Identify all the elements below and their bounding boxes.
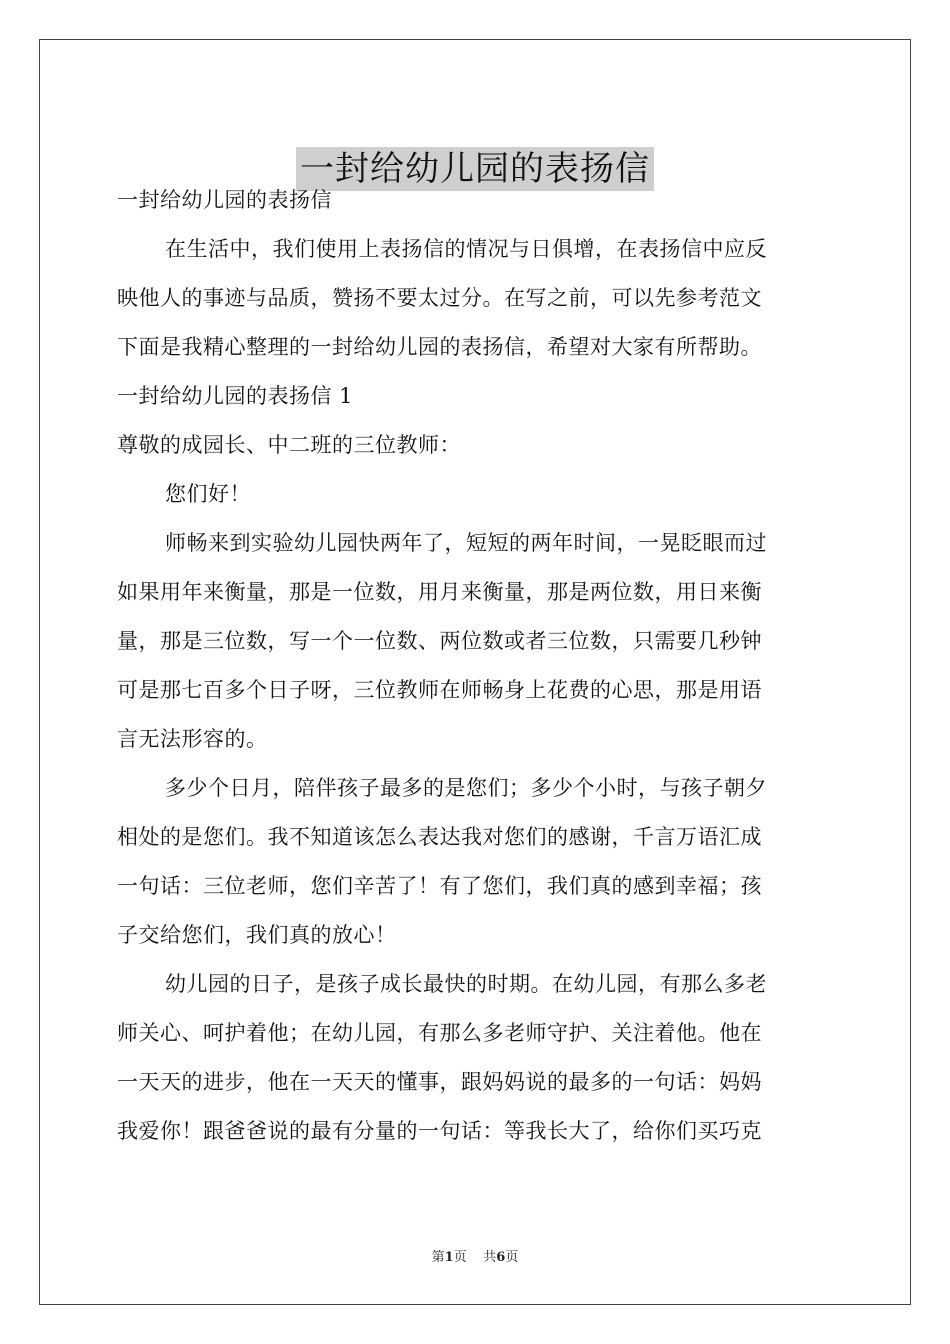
text-line: 多少个日月，陪伴孩子最多的是您们；多少个小时，与孩子朝夕: [165, 776, 767, 800]
text-line: 师畅来到实验幼儿园快两年了，短短的两年时间，一晃眨眼而过: [165, 531, 767, 555]
text-line: 我爱你！跟爸爸说的最有分量的一句话：等我长大了，给你们买巧克: [117, 1119, 762, 1143]
page-suffix: 页: [453, 1250, 467, 1265]
text-line: 量，那是三位数，写一个一位数、两位数或者三位数，只需要几秒钟: [117, 629, 762, 653]
text-line: 可是那七百多个日子呀，三位教师在师畅身上花费的心思，那是用语: [117, 678, 762, 702]
text-line: 子交给您们，我们真的放心！: [117, 923, 397, 947]
text-line: 一天天的进步，他在一天天的懂事，跟妈妈说的最多的一句话：妈妈: [117, 1070, 762, 1094]
total-prefix: 共: [483, 1250, 497, 1265]
text-line: 师关心、呵护着他；在幼儿园，有那么多老师守护、关注着他。他在: [117, 1021, 762, 1045]
document-title: 一封给幼儿园的表扬信: [296, 147, 654, 191]
text-line: 尊敬的成园长、中二班的三位教师：: [117, 433, 461, 457]
text-line: 言无法形容的。: [117, 727, 268, 751]
text-line: 一句话：三位老师，您们辛苦了！有了您们，我们真的感到幸福；孩: [117, 874, 762, 898]
text-line: 幼儿园的日子，是孩子成长最快的时期。在幼儿园，有那么多老: [165, 972, 767, 996]
text-line: 下面是我精心整理的一封给幼儿园的表扬信，希望对大家有所帮助。: [117, 335, 762, 359]
text-line: 映他人的事迹与品质，赞扬不要太过分。在写之前，可以先参考范文: [117, 286, 762, 310]
page-footer: [0, 1246, 950, 1265]
text-line: 相处的是您们。我不知道该怎么表达我对您们的感谢，千言万语汇成: [117, 825, 762, 849]
text-line: 如果用年来衡量，那是一位数，用月来衡量，那是两位数，用日来衡: [117, 580, 762, 604]
total-suffix: 页: [505, 1250, 519, 1265]
page-prefix: 第: [431, 1250, 445, 1265]
text-line: 一封给幼儿园的表扬信: [117, 188, 332, 212]
total-page-count: 6: [496, 1250, 506, 1265]
text-line: 一封给幼儿园的表扬信 1: [117, 384, 354, 408]
current-page-number: 1: [444, 1250, 454, 1265]
text-line: 在生活中，我们使用上表扬信的情况与日俱增，在表扬信中应反: [165, 237, 767, 261]
text-line: 您们好！: [165, 482, 251, 506]
document-body: [117, 176, 833, 1156]
